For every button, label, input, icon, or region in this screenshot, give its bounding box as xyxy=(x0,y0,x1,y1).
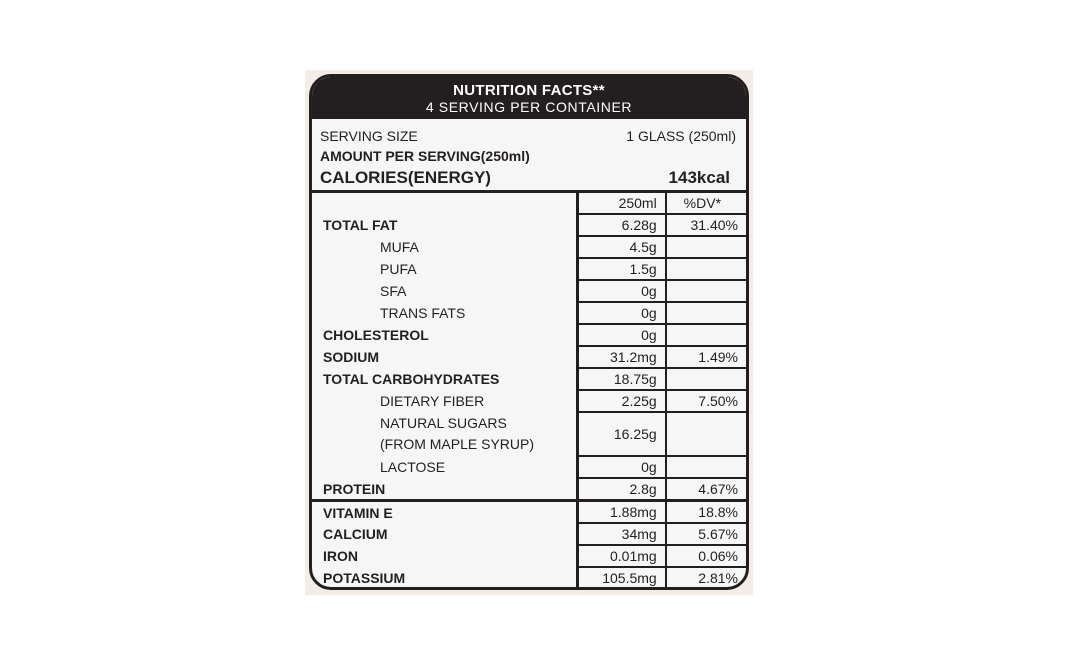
amount-per-serving-row xyxy=(312,146,746,166)
serving-size-row xyxy=(312,126,746,146)
nutrition-facts-label xyxy=(309,74,749,590)
nutrient-daily-value xyxy=(666,280,746,302)
nutrient-daily-value xyxy=(666,456,746,478)
nutrient-name: NATURAL SUGARS xyxy=(380,415,507,431)
nutrient-daily-value: 0.06% xyxy=(666,545,746,567)
nutrient-amount: 0g xyxy=(578,302,666,324)
table-row xyxy=(312,214,746,236)
table-row xyxy=(312,390,746,412)
nutrient-name: PROTEIN xyxy=(323,480,386,497)
table-row xyxy=(312,456,746,478)
nutrient-daily-value xyxy=(666,258,746,280)
nutrient-amount: 4.5g xyxy=(578,236,666,258)
table-row xyxy=(312,346,746,368)
nutrient-name: IRON xyxy=(323,548,358,564)
nutrient-amount: 0.01mg xyxy=(578,545,666,567)
nutrient-name-line2: (FROM MAPLE SYRUP) xyxy=(380,436,535,452)
nutrient-name: CHOLESTEROL xyxy=(323,327,429,343)
nutrient-amount: 16.25g xyxy=(578,412,666,456)
dv-column-header: %DV* xyxy=(666,193,746,214)
nutrient-daily-value xyxy=(666,236,746,258)
nutrient-amount: 18.75g xyxy=(578,368,666,390)
nutrient-name: LACTOSE xyxy=(380,459,446,475)
label-title: NUTRITION FACTS** xyxy=(453,82,605,99)
table-row xyxy=(312,368,746,390)
nutrient-amount: 0g xyxy=(578,280,666,302)
servings-per-container: 4 SERVING PER CONTAINER xyxy=(425,99,633,115)
serving-size-value: 1 GLASS (250ml) xyxy=(626,128,736,144)
serving-size-label: SERVING SIZE xyxy=(320,128,418,144)
label-header xyxy=(312,77,746,119)
nutrient-daily-value xyxy=(666,302,746,324)
nutrient-daily-value xyxy=(666,412,746,456)
nutrient-name: TOTAL FAT xyxy=(323,217,398,233)
nutrient-amount: 1.88mg xyxy=(578,501,666,524)
nutrient-daily-value: 31.40% xyxy=(666,214,746,236)
table-row xyxy=(312,523,746,545)
nutrient-name: DIETARY FIBER xyxy=(380,393,485,409)
nutrient-name: SFA xyxy=(380,283,407,299)
table-row xyxy=(312,236,746,258)
nutrient-table xyxy=(312,190,746,590)
nutrient-name: TOTAL CARBOHYDRATES xyxy=(323,371,500,387)
nutrient-daily-value xyxy=(666,324,746,346)
nutrient-amount: 34mg xyxy=(578,523,666,545)
nutrient-amount: 105.5mg xyxy=(578,567,666,589)
nutrient-name: SODIUM xyxy=(323,349,379,365)
table-row xyxy=(312,478,746,501)
table-row xyxy=(312,258,746,280)
nutrient-daily-value: 5.67% xyxy=(666,523,746,545)
nutrient-daily-value: 1.49% xyxy=(666,346,746,368)
table-row xyxy=(312,567,746,589)
nutrient-amount: 6.28g xyxy=(578,214,666,236)
nutrient-daily-value: 2.81% xyxy=(666,567,746,589)
table-row xyxy=(312,324,746,346)
nutrient-amount: 2.25g xyxy=(578,390,666,412)
amount-column-header: 250ml xyxy=(578,193,666,214)
table-row xyxy=(312,280,746,302)
nutrient-daily-value: 18.8% xyxy=(666,501,746,524)
nutrient-name: MUFA xyxy=(380,239,419,255)
nutrient-name: POTASSIUM xyxy=(323,570,406,586)
nutrient-daily-value: 4.67% xyxy=(666,478,746,501)
nutrient-amount: 1.5g xyxy=(578,258,666,280)
nutrient-amount: 2.8g xyxy=(578,478,666,501)
table-row xyxy=(312,501,746,524)
table-header-row xyxy=(312,193,746,214)
nutrient-name: PUFA xyxy=(380,261,417,277)
nutrient-name: TRANS FATS xyxy=(380,305,466,321)
nutrient-amount: 31.2mg xyxy=(578,346,666,368)
nutrient-amount: 0g xyxy=(578,456,666,478)
nutrient-daily-value xyxy=(666,368,746,390)
table-row xyxy=(312,545,746,567)
amount-per-serving-label: AMOUNT PER SERVING(250ml) xyxy=(320,148,530,164)
calories-value: 143kcal xyxy=(668,168,730,187)
nutrient-amount: 0g xyxy=(578,324,666,346)
calories-row xyxy=(312,166,746,190)
nutrient-name: CALCIUM xyxy=(323,526,388,542)
table-row xyxy=(312,412,746,456)
nutrient-daily-value: 7.50% xyxy=(666,390,746,412)
table-row xyxy=(312,302,746,324)
nutrient-name: VITAMIN E xyxy=(323,504,393,521)
calories-label: CALORIES(ENERGY) xyxy=(320,168,491,187)
